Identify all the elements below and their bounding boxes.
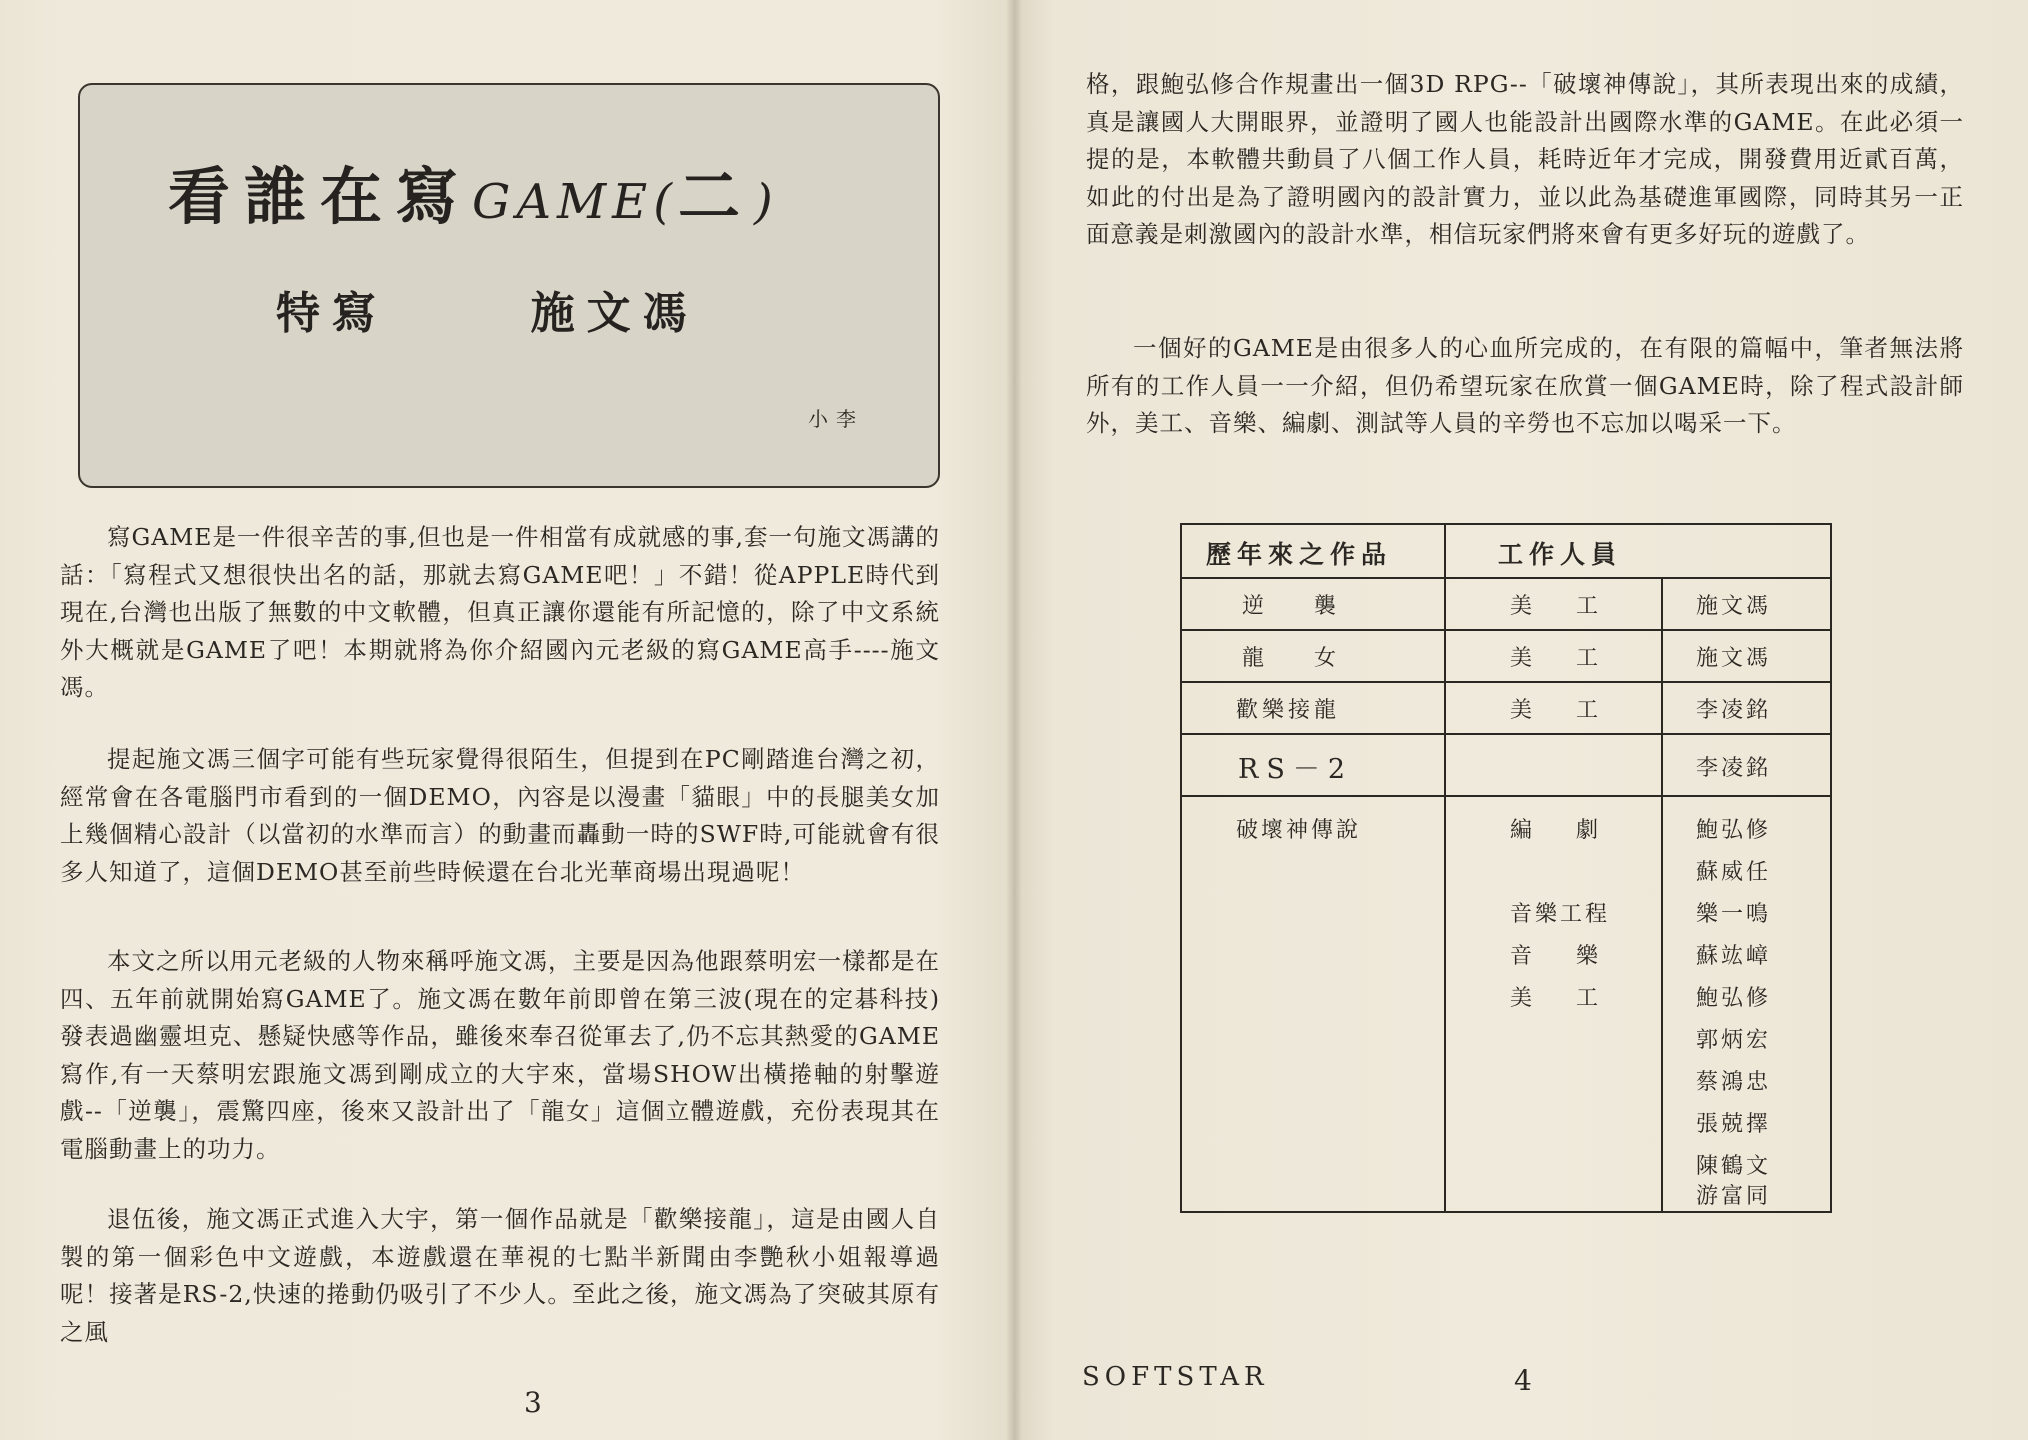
table-row-person: 游富同 — [1696, 1184, 1772, 1209]
table-row-work: 龍 女 — [1242, 646, 1339, 671]
table-row-role: 美 工 — [1510, 594, 1599, 619]
title-box — [78, 83, 940, 488]
table-row-role: 美 工 — [1510, 698, 1599, 723]
left-paragraph-4: 退伍後，施文馮正式進入大宇，第一個作品就是「歡樂接龍」，這是由國人自製的第一個彩色中文遊戲，本遊戲還在華視的七點半新聞由李艷秋小姐報導過呢！接著是RS-2,快速的捲動仍吸引了不少人。至此之後，施文馮為了突破其原有之風 — [60, 1205, 940, 1346]
left-paragraph-1: 寫GAME是一件很辛苦的事,但也是一件相當有成就感的事,套一句施文馮講的話：「寫程式又想很快出名的話，那就去寫GAME吧！」不錯！從APPLE時代到現在,台灣也出版了無數的中文軟體，但真正讓你還能有所記憶的，除了中文系統外大概就是GAME了吧！本期就將為你介紹國內元老級的寫GAME高手----施文馮。 — [60, 523, 940, 701]
table-row-role: 美 工 — [1510, 646, 1599, 671]
article-title — [168, 147, 779, 236]
table-row-work: 逆 襲 — [1242, 594, 1339, 619]
table-row-person: 施文馮 — [1696, 594, 1772, 619]
subtitle-feature: 特寫 — [276, 288, 388, 339]
table-rule — [1182, 733, 1830, 735]
page-number-right: 4 — [1514, 1364, 1532, 1397]
title-latin: GAME( — [472, 174, 678, 230]
table-row-work-last: 破壞神傳說 — [1236, 818, 1362, 843]
table-row-person: 蘇竑嶂 — [1696, 944, 1772, 969]
page-number-left: 3 — [524, 1386, 542, 1419]
table-row-person: 李凌銘 — [1696, 698, 1772, 723]
table-row-person: 施文馮 — [1696, 646, 1772, 671]
table-rule — [1182, 681, 1830, 683]
table-row-person: 陳鶴文 — [1696, 1154, 1772, 1179]
table-header-works: 歷年來之作品 — [1206, 540, 1393, 569]
table-row-person: 張兢擇 — [1696, 1112, 1772, 1137]
article-subtitle — [276, 277, 699, 341]
table-divider-staff — [1661, 577, 1663, 1211]
table-row-work: RS－2 — [1238, 754, 1354, 785]
right-paragraph-2: 一個好的GAME是由很多人的心血所完成的，在有限的篇幅中，筆者無法將所有的工作人員一一介紹，但仍希望玩家在欣賞一個GAME時，除了程式設計師外，美工、音樂、編劇、測試等人員的辛勞也不忘加以喝采一下。 — [1086, 334, 1964, 437]
title-cjk-number: 二 — [677, 160, 754, 233]
table-row-role: 音樂工程 — [1510, 902, 1611, 927]
publisher-brand: SOFTSTAR — [1082, 1362, 1269, 1392]
table-rule — [1182, 795, 1830, 797]
table-rule — [1182, 577, 1830, 579]
table-row-person: 李凌銘 — [1696, 756, 1772, 781]
table-divider-works — [1444, 525, 1446, 1211]
book-gutter — [1006, 0, 1022, 1440]
table-header-staff: 工作人員 — [1498, 540, 1623, 569]
works-staff-table — [1180, 523, 1832, 1213]
table-row-person: 鮑弘修 — [1696, 818, 1772, 843]
right-paragraph-cont: 格，跟鮑弘修合作規畫出一個3D RPG--「破壞神傳說」，其所表現出來的成績，真是讓國人大開眼界，並證明了國人也能設計出國際水準的GAME。在此必須一提的是，本軟體共動員了八個工作人員，耗時近年才完成，開發費用近貳百萬，如此的付出是為了證明國內的設計實力，並以此為基礎進軍國際，同時其另一正面意義是刺激國內的設計水準，相信玩家們將來會有更多好玩的遊戲了。 — [1086, 70, 1964, 248]
table-row-person: 鮑弘修 — [1696, 986, 1772, 1011]
table-row-work: 歡樂接龍 — [1236, 698, 1341, 723]
title-cjk: 看誰在寫 — [168, 160, 473, 233]
table-rule — [1182, 629, 1830, 631]
table-row-role: 音 樂 — [1510, 944, 1599, 969]
left-paragraph-3: 本文之所以用元老級的人物來稱呼施文馮，主要是因為他跟蔡明宏一樣都是在四、五年前就開始寫GAME了。施文馮在數年前即曾在第三波(現在的定碁科技)發表過幽靈坦克、懸疑快感等作品，雖後來奉召從軍去了,仍不忘其熱愛的GAME寫作,有一天蔡明宏跟施文馮到剛成立的大宇來，當場SHOW出橫捲軸的射擊遊戲--「逆襲」，震驚四座，後來又設計出了「龍女」這個立體遊戲，充份表現其在電腦動畫上的功力。 — [60, 947, 940, 1163]
table-row-person: 蔡鴻忠 — [1696, 1070, 1772, 1095]
table-row-role: 美 工 — [1510, 986, 1599, 1011]
table-row-role: 編 劇 — [1510, 818, 1599, 843]
title-close-paren: ) — [753, 174, 779, 230]
table-row-person: 郭炳宏 — [1696, 1028, 1772, 1053]
table-row-person: 蘇威任 — [1696, 860, 1772, 885]
subtitle-name: 施文馮 — [530, 288, 699, 339]
table-row-person: 樂一鳴 — [1696, 902, 1772, 927]
left-paragraph-2: 提起施文馮三個字可能有些玩家覺得很陌生，但提到在PC剛踏進台灣之初，經常會在各電腦門市看到的一個DEMO，內容是以漫畫「貓眼」中的長腿美女加上幾個精心設計（以當初的水準而言）的動畫而轟動一時的SWF時,可能就會有很多人知道了，這個DEMO甚至前些時候還在台北光華商場出現過呢！ — [60, 745, 940, 886]
author-byline: 小李 — [808, 407, 864, 431]
